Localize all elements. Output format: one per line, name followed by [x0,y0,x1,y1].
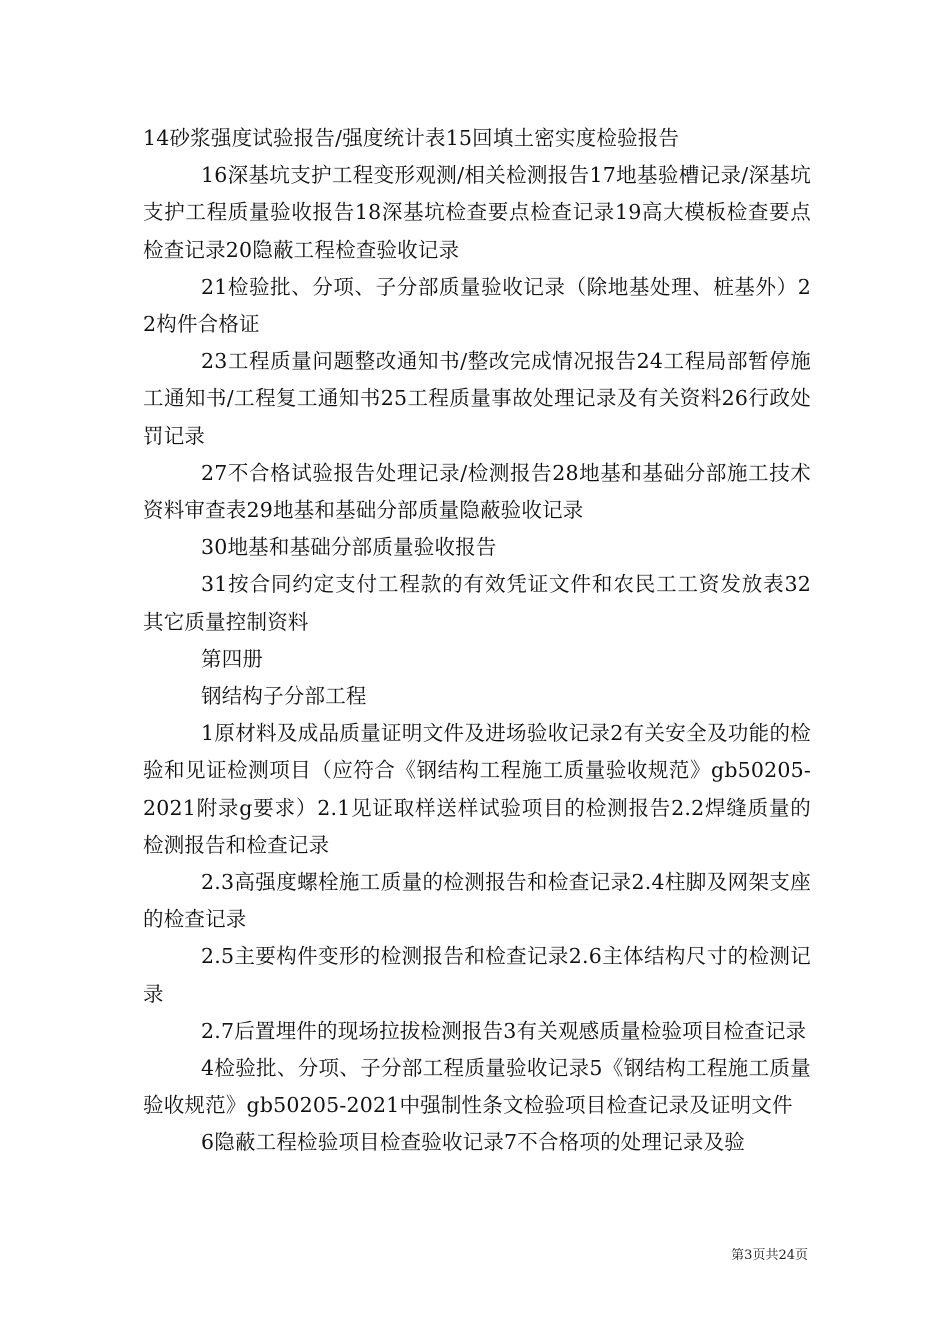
paragraph: 27不合格试验报告处理记录/检测报告28地基和基础分部施工技术资料审查表29地基和基础分部质量隐蔽验收记录 [143,460,811,523]
paragraph: 31按合同约定支付工程款的有效凭证文件和农民工工资发放表32其它质量控制资料 [143,572,811,634]
section-heading: 第四册 [201,646,264,671]
paragraph: 16深基坑支护工程变形观测/相关检测报告17地基验槽记录/深基坑支护工程质量验收报告18深基坑检查要点检查记录19高大模板检查要点检查记录20隐蔽工程检查验收记录 [143,163,811,262]
paragraph: 14砂浆强度试验报告/强度统计表15回填土密实度检验报告 [143,126,680,150]
paragraph: 2.7后置埋件的现场拉拔检测报告3有关观感质量检验项目检查记录 [201,1018,807,1043]
page-number: 第3页共24页 [731,1248,808,1263]
subsection-heading: 钢结构子分部工程 [201,684,367,709]
paragraph: 2.5主要构件变形的检测报告和检查记录2.6主体结构尺寸的检测记录 [143,944,811,1006]
paragraph: 2.3高强度螺栓施工质量的检测报告和检查记录2.4柱脚及网架支座的检查记录 [143,870,811,932]
paragraph: 4检验批、分项、子分部工程质量验收记录5《钢结构工程施工质量验收规范》gb50205-2021中强制性条文检验项目检查记录及证明文件 [143,1056,811,1118]
paragraph: 1原材料及成品质量证明文件及进场验收记录2有关安全及功能的检验和见证检测项目（应符合《钢结构工程施工质量验收规范》gb50205-2021附录g要求）2.1见证取样送样试验项目的检测报告2.2焊缝质量的检测报告和检查记录 [143,721,811,857]
paragraph: 30地基和基础分部质量验收报告 [201,535,497,560]
document-body [143,120,811,1162]
paragraph: 21检验批、分项、子分部质量验收记录（除地基处理、桩基外）22构件合格证 [143,274,811,337]
paragraph: 23工程质量问题整改通知书/整改完成情况报告24工程局部暂停施工通知书/工程复工通知书25工程质量事故处理记录及有关资料26行政处罚记录 [143,349,811,448]
paragraph: 6隐蔽工程检验项目检查验收记录7不合格项的处理记录及验 [201,1130,745,1155]
